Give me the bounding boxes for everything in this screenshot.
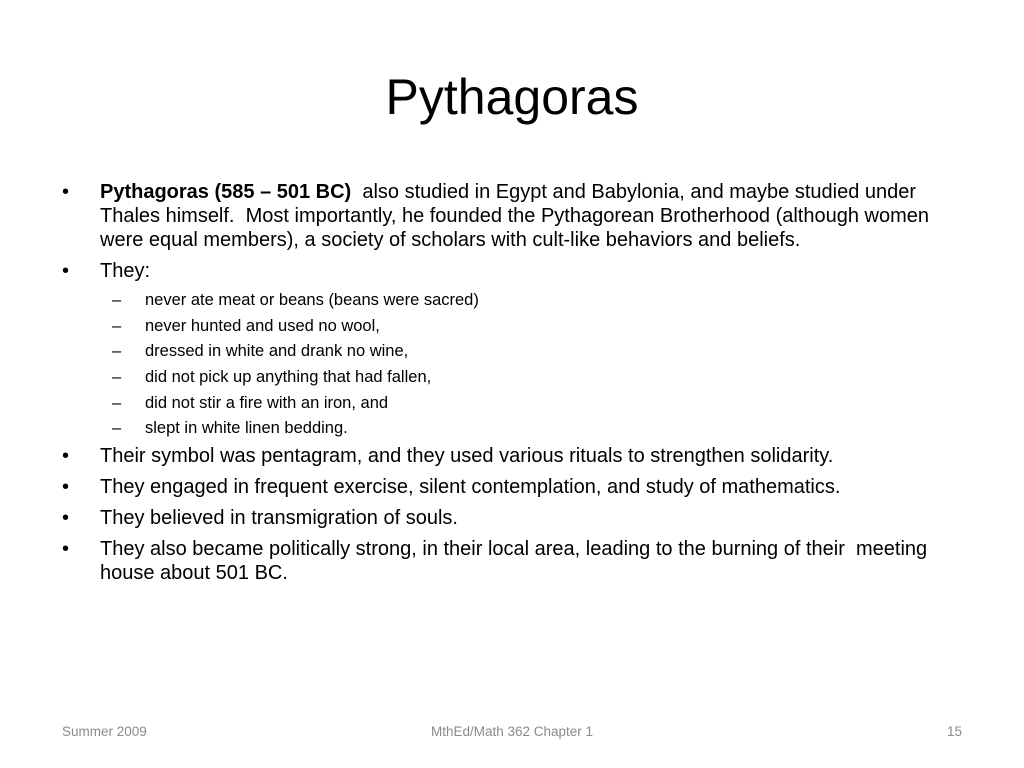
sub-bullet-text: slept in white linen bedding.	[145, 419, 348, 438]
footer-course: MthEd/Math 362 Chapter 1	[430, 724, 594, 739]
bullet-text: also studied in Egypt and Babylonia, and maybe studied under Thales himself. Most importantly, he founded the Pythagorean Brotherhood (although women were equal members), a society of scholars with cult-like behaviors and beliefs.	[100, 181, 935, 251]
bullet-marker: •	[62, 507, 70, 530]
slide-title: Pythagoras	[385, 69, 639, 125]
bullet-lead-text: Pythagoras (585 – 501 BC)	[100, 181, 352, 203]
sub-bullet-item	[62, 316, 962, 337]
sub-bullet-text: never ate meat or beans (beans were sacred)	[145, 291, 479, 309]
slide-content	[62, 180, 962, 592]
sub-bullet-marker: –	[112, 316, 122, 335]
sub-bullet-marker: –	[112, 393, 122, 412]
bullet-item	[62, 506, 962, 530]
bullet-text: Their symbol was pentagram, and they used various rituals to strengthen solidarity.	[100, 445, 834, 468]
bullet-text: They:	[100, 260, 151, 282]
bullet-item	[62, 475, 962, 499]
sub-bullet-item	[62, 341, 962, 362]
sub-bullet-marker: –	[112, 291, 122, 309]
footer-date: Summer 2009	[62, 724, 147, 739]
bullet-marker: •	[62, 538, 70, 561]
sub-bullet-text: never hunted and used no wool,	[145, 316, 380, 335]
sub-bullet-list	[62, 290, 962, 439]
sub-bullet-text: did not stir a fire with an iron, and	[145, 393, 389, 412]
bullet-text: They believed in transmigration of souls.	[100, 507, 458, 530]
bullet-text: They also became politically strong, in their local area, leading to the burning of their meeting house about 501 BC.	[100, 538, 933, 585]
sub-bullet-marker: –	[112, 419, 122, 438]
bullet-text: They engaged in frequent exercise, silent contemplation, and study of mathematics.	[100, 476, 841, 499]
bullet-marker: •	[62, 260, 70, 282]
bullet-item	[62, 180, 962, 252]
bullet-marker: •	[62, 476, 70, 499]
footer-page-number: 15	[946, 724, 962, 739]
sub-bullet-item	[62, 418, 962, 439]
bullet-marker: •	[62, 181, 70, 203]
sub-bullet-text: dressed in white and drank no wine,	[145, 342, 409, 361]
sub-bullet-item	[62, 290, 962, 311]
bullet-item	[62, 537, 962, 585]
sub-bullet-item	[62, 367, 962, 388]
bullet-item	[62, 444, 962, 468]
bullet-marker: •	[62, 445, 70, 468]
bullet-item	[62, 259, 962, 283]
sub-bullet-item	[62, 393, 962, 414]
sub-bullet-marker: –	[112, 368, 122, 387]
sub-bullet-text: did not pick up anything that had fallen,	[145, 368, 432, 387]
sub-bullet-marker: –	[112, 342, 122, 361]
